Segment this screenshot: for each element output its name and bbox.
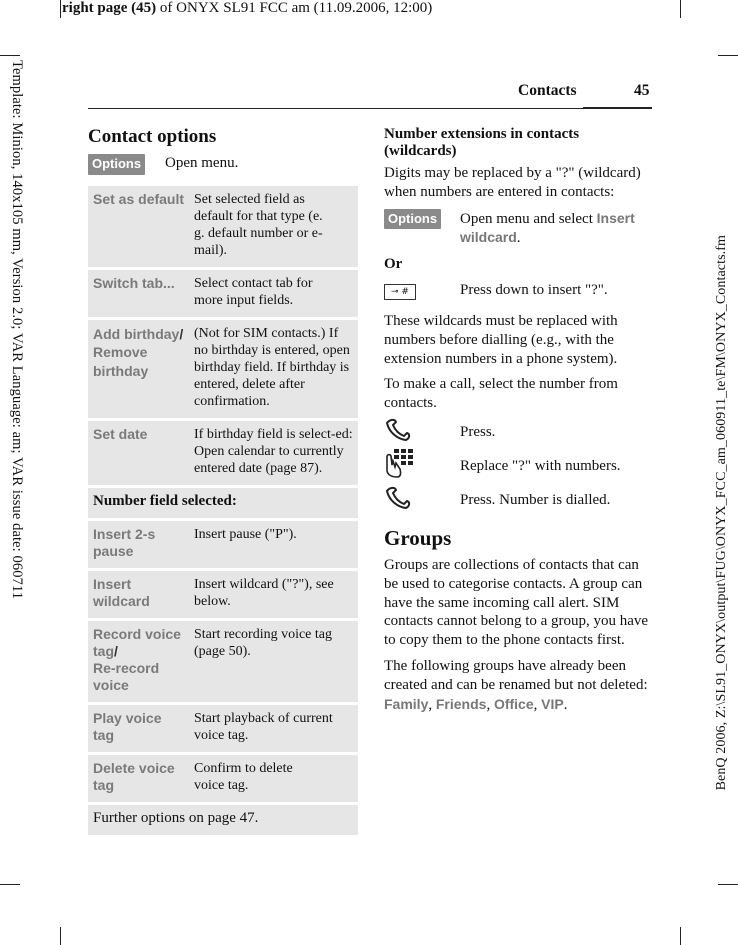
options-softkey-row xyxy=(88,154,358,175)
hash-key-icon: ⊸ # xyxy=(384,284,416,300)
group-friends: Friends xyxy=(435,695,487,712)
table-row xyxy=(88,621,358,702)
groups-description: Groups are collections of contacts that can be used to categorise contacts. A group can have the same incoming call alert. SIM contacts cannot belong to a group, you have to copy them to the phone contacts first. xyxy=(384,556,649,649)
function-name: Add birthday xyxy=(93,325,180,342)
options-step-text: Open menu and select xyxy=(460,210,597,227)
hash-key-text: Press down to insert "?". xyxy=(460,281,608,298)
right-margin-note: BenQ 2006, Z:\SL91_ONYX\output\FUG\ONYX_FCC_am_060911_te\FM\ONYX_Contacts.fm xyxy=(714,235,729,791)
number-field-subheading: Number field selected: xyxy=(88,488,358,518)
table-row xyxy=(88,755,358,802)
crop-mark xyxy=(60,0,61,18)
slash-separator: / xyxy=(114,642,118,659)
function-desc: If birthday field is select-ed: Open calendar to currently entered date (page 87). xyxy=(189,421,358,485)
function-desc: (Not for SIM contacts.) If no birthday is entered, open birthday field. If birthday is entered, delete after confirmation. xyxy=(189,320,358,418)
table-row xyxy=(88,421,358,485)
running-title: Contacts xyxy=(518,82,577,99)
left-margin-note: Template: Minion, 140x105 mm, Version 2.0; VAR Language: am; VAR issue date: 060711 xyxy=(9,60,25,600)
group-family: Family xyxy=(384,695,429,712)
table-row xyxy=(88,705,358,752)
function-desc: Insert wildcard ("?"), see below. xyxy=(189,571,358,618)
function-name: Set date xyxy=(93,425,148,442)
page-number: 45 xyxy=(634,82,650,99)
call-step-1 xyxy=(384,420,652,444)
print-header-rest: of ONYX SL91 FCC am (11.09.2006, 12:00) xyxy=(156,0,433,16)
options-softkey[interactable]: Options xyxy=(88,154,145,175)
call-key-icon xyxy=(384,417,460,447)
crop-mark xyxy=(680,927,681,945)
or-label: Or xyxy=(384,256,403,273)
table-row xyxy=(88,571,358,618)
function-desc: Set selected field as default for that type (e. g. default number or e-mail). xyxy=(189,186,358,267)
crop-mark xyxy=(718,55,738,56)
hash-key-step xyxy=(384,281,652,300)
call-step-2 xyxy=(384,454,652,478)
call-step-3-text: Press. Number is dialled. xyxy=(460,491,611,508)
table-row xyxy=(88,320,358,418)
groups-heading: Groups xyxy=(384,525,452,550)
period: . xyxy=(563,696,568,713)
wildcards-intro: Digits may be replaced by a "?" (wildcard) when numbers are entered in contacts: xyxy=(384,165,641,200)
function-desc: Confirm to delete voice tag. xyxy=(189,755,358,802)
header-rule xyxy=(88,108,652,109)
function-name: Re-record voice xyxy=(93,659,160,693)
function-name: Set as default xyxy=(93,190,185,207)
crop-mark xyxy=(680,0,681,18)
crop-mark xyxy=(0,55,20,56)
function-name: Insert 2-s pause xyxy=(93,525,156,559)
crop-mark xyxy=(60,927,61,945)
groups-list-intro: The following groups have already been created and can be renamed but not deleted: xyxy=(384,657,648,693)
function-name: Insert wildcard xyxy=(93,575,150,609)
keypad-icon xyxy=(384,448,460,484)
options-step xyxy=(384,209,652,249)
wildcards-note: These wildcards must be replaced with numbers before dialling (e.g., with the extension numbers in a phone system). xyxy=(384,312,618,367)
slash-separator: / xyxy=(179,325,184,342)
options-table xyxy=(88,183,358,838)
function-name: Play voice tag xyxy=(93,709,162,743)
call-step-3 xyxy=(384,488,652,512)
comma: , xyxy=(428,696,436,713)
table-row xyxy=(88,805,358,835)
function-name: Remove birthday xyxy=(93,344,149,379)
call-step-1-text: Press. xyxy=(460,423,496,440)
function-desc: Start playback of current voice tag. xyxy=(189,705,358,752)
table-row xyxy=(88,488,358,518)
crop-mark xyxy=(0,884,20,885)
right-column xyxy=(384,126,652,721)
function-name: Record voice tag xyxy=(93,625,181,659)
call-key-icon xyxy=(384,485,460,515)
print-header-bold: right page (45) xyxy=(62,0,157,16)
header-rule-accent xyxy=(583,107,652,109)
function-name: Delete voice tag xyxy=(93,759,175,793)
groups-list-text xyxy=(384,657,652,714)
function-name: Switch tab... xyxy=(93,274,175,291)
comma: , xyxy=(533,696,542,713)
function-desc: Start recording voice tag (page 50). xyxy=(189,621,358,702)
contact-options-heading: Contact options xyxy=(88,126,217,147)
comma: , xyxy=(486,696,494,713)
print-header xyxy=(62,0,432,17)
call-step-2-text: Replace "?" with numbers. xyxy=(460,457,621,474)
table-row xyxy=(88,186,358,267)
options-softkey-text: Open menu. xyxy=(165,155,239,171)
table-row xyxy=(88,270,358,317)
further-options-note: Further options on page 47. xyxy=(88,805,358,835)
make-call-text: To make a call, select the number from contacts. xyxy=(384,376,618,412)
options-softkey[interactable]: Options xyxy=(384,209,441,230)
function-desc: Select contact tab for more input fields. xyxy=(189,270,358,317)
insert-wildcard-menu-item[interactable]: Insert wildcard xyxy=(460,209,635,246)
crop-mark xyxy=(718,884,738,885)
group-office: Office xyxy=(493,695,534,712)
left-column xyxy=(88,126,358,838)
period: . xyxy=(516,230,521,247)
group-vip: VIP xyxy=(541,695,564,712)
table-row xyxy=(88,521,358,568)
function-desc: Insert pause ("P"). xyxy=(189,521,358,568)
wildcards-heading: Number extensions in contacts (wildcards) xyxy=(384,126,580,159)
